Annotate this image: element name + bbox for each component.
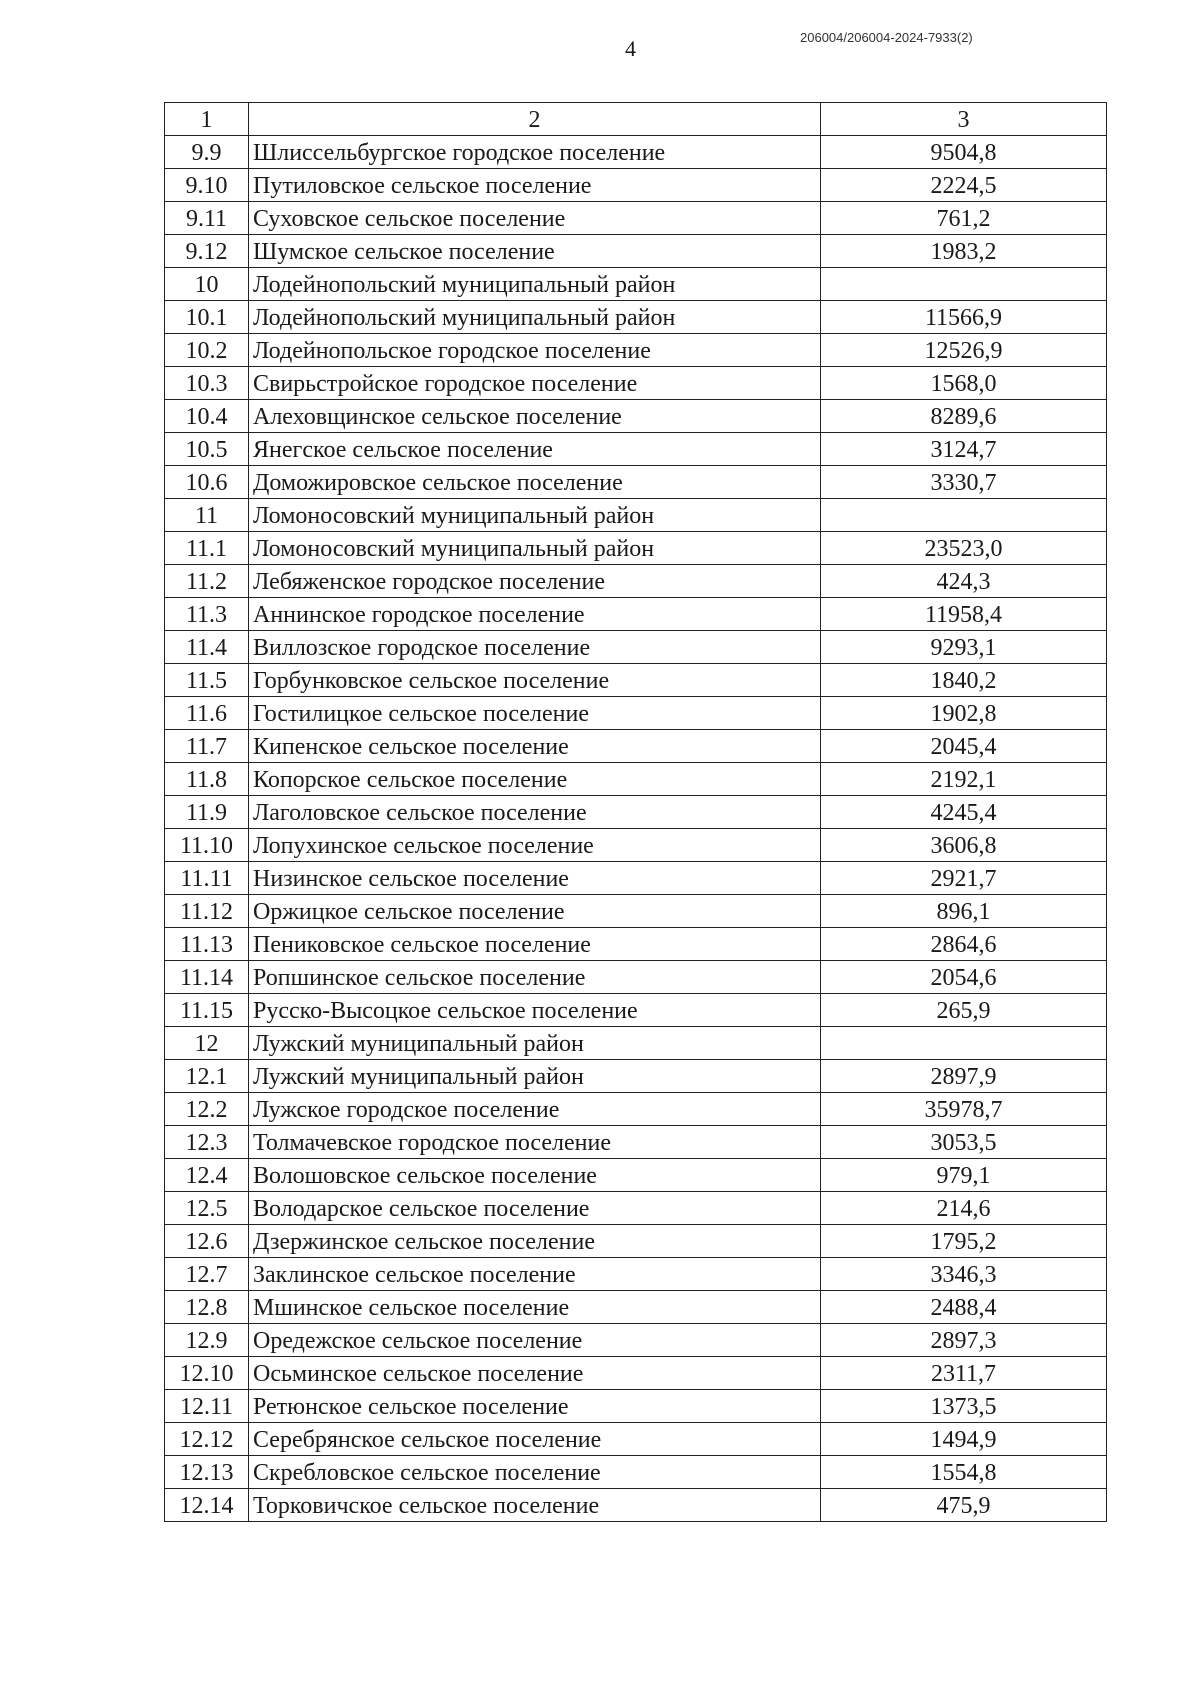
table-row [165, 532, 1107, 565]
row-value: 1568,0 [821, 367, 1107, 400]
row-value: 1795,2 [821, 1225, 1107, 1258]
row-number: 11.2 [165, 565, 249, 598]
row-number: 11.4 [165, 631, 249, 664]
row-number: 12.6 [165, 1225, 249, 1258]
table-row [165, 565, 1107, 598]
row-value: 2045,4 [821, 730, 1107, 763]
row-value: 424,3 [821, 565, 1107, 598]
row-number: 11.11 [165, 862, 249, 895]
row-name: Ропшинское сельское поселение [249, 961, 821, 994]
row-number: 10.1 [165, 301, 249, 334]
row-number: 11 [165, 499, 249, 532]
row-number: 12.14 [165, 1489, 249, 1522]
table-row [165, 763, 1107, 796]
row-value: 1554,8 [821, 1456, 1107, 1489]
row-number: 12.8 [165, 1291, 249, 1324]
row-number: 12.9 [165, 1324, 249, 1357]
table-row [165, 1027, 1107, 1060]
row-value: 214,6 [821, 1192, 1107, 1225]
row-name: Виллозское городское поселение [249, 631, 821, 664]
table-row [165, 1489, 1107, 1522]
table-row [165, 730, 1107, 763]
row-name: Лаголовское сельское поселение [249, 796, 821, 829]
row-value: 2311,7 [821, 1357, 1107, 1390]
row-number: 10.2 [165, 334, 249, 367]
row-number: 10.5 [165, 433, 249, 466]
row-number: 11.10 [165, 829, 249, 862]
row-value: 265,9 [821, 994, 1107, 1027]
table-row [165, 1159, 1107, 1192]
row-number: 10 [165, 268, 249, 301]
row-value: 1494,9 [821, 1423, 1107, 1456]
table-row [165, 334, 1107, 367]
table-row [165, 1456, 1107, 1489]
row-number: 9.12 [165, 235, 249, 268]
row-value: 3124,7 [821, 433, 1107, 466]
row-name: Волошовское сельское поселение [249, 1159, 821, 1192]
row-number: 12.2 [165, 1093, 249, 1126]
row-number: 12.3 [165, 1126, 249, 1159]
data-table [164, 102, 1107, 1522]
table-row [165, 1258, 1107, 1291]
table-row [165, 928, 1107, 961]
row-value: 2224,5 [821, 169, 1107, 202]
document-id: 206004/206004-2024-7933(2) [800, 30, 973, 45]
table-row [165, 796, 1107, 829]
row-name: Мшинское сельское поселение [249, 1291, 821, 1324]
row-value: 1902,8 [821, 697, 1107, 730]
table-row [165, 1225, 1107, 1258]
row-number: 11.13 [165, 928, 249, 961]
row-value: 2897,3 [821, 1324, 1107, 1357]
row-number: 10.3 [165, 367, 249, 400]
row-value [821, 1027, 1107, 1060]
row-name: Дзержинское сельское поселение [249, 1225, 821, 1258]
row-name: Лебяженское городское поселение [249, 565, 821, 598]
row-name: Лодейнопольский муниципальный район [249, 268, 821, 301]
row-name: Скребловское сельское поселение [249, 1456, 821, 1489]
row-name: Пениковское сельское поселение [249, 928, 821, 961]
row-value: 2864,6 [821, 928, 1107, 961]
table-row [165, 136, 1107, 169]
row-name: Заклинское сельское поселение [249, 1258, 821, 1291]
row-name: Русско-Высоцкое сельское поселение [249, 994, 821, 1027]
table-row [165, 169, 1107, 202]
header-cell-2: 2 [249, 103, 821, 136]
table-row [165, 268, 1107, 301]
row-name: Путиловское сельское поселение [249, 169, 821, 202]
row-name: Копорское сельское поселение [249, 763, 821, 796]
table-row [165, 598, 1107, 631]
row-number: 10.4 [165, 400, 249, 433]
row-value: 979,1 [821, 1159, 1107, 1192]
row-number: 12 [165, 1027, 249, 1060]
row-name: Лужский муниципальный район [249, 1027, 821, 1060]
table-row [165, 1192, 1107, 1225]
row-value: 8289,6 [821, 400, 1107, 433]
row-number: 11.8 [165, 763, 249, 796]
table-row [165, 862, 1107, 895]
table-row [165, 400, 1107, 433]
row-value: 4245,4 [821, 796, 1107, 829]
table-row [165, 1060, 1107, 1093]
row-name: Лужское городское поселение [249, 1093, 821, 1126]
table-row [165, 697, 1107, 730]
row-value [821, 499, 1107, 532]
row-number: 12.10 [165, 1357, 249, 1390]
row-value: 3330,7 [821, 466, 1107, 499]
table-row [165, 1126, 1107, 1159]
table-row [165, 1324, 1107, 1357]
row-name: Алеховщинское сельское поселение [249, 400, 821, 433]
row-value: 11958,4 [821, 598, 1107, 631]
row-value: 1983,2 [821, 235, 1107, 268]
row-name: Шлиссельбургское городское поселение [249, 136, 821, 169]
table-row [165, 1093, 1107, 1126]
row-number: 12.13 [165, 1456, 249, 1489]
row-value: 2488,4 [821, 1291, 1107, 1324]
table-row [165, 202, 1107, 235]
row-number: 9.10 [165, 169, 249, 202]
row-value: 2921,7 [821, 862, 1107, 895]
table-row [165, 433, 1107, 466]
row-name: Горбунковское сельское поселение [249, 664, 821, 697]
row-value [821, 268, 1107, 301]
row-number: 10.6 [165, 466, 249, 499]
row-number: 12.4 [165, 1159, 249, 1192]
row-name: Ломоносовский муниципальный район [249, 532, 821, 565]
row-name: Гостилицкое сельское поселение [249, 697, 821, 730]
row-value: 1373,5 [821, 1390, 1107, 1423]
row-number: 11.7 [165, 730, 249, 763]
row-value: 896,1 [821, 895, 1107, 928]
table-row [165, 895, 1107, 928]
row-number: 11.14 [165, 961, 249, 994]
row-value: 2897,9 [821, 1060, 1107, 1093]
table-row [165, 1357, 1107, 1390]
row-value: 2192,1 [821, 763, 1107, 796]
row-value: 9504,8 [821, 136, 1107, 169]
row-name: Ретюнское сельское поселение [249, 1390, 821, 1423]
row-name: Кипенское сельское поселение [249, 730, 821, 763]
row-number: 11.9 [165, 796, 249, 829]
table-row [165, 1291, 1107, 1324]
row-number: 9.9 [165, 136, 249, 169]
page-number: 4 [625, 36, 636, 61]
row-name: Янегское сельское поселение [249, 433, 821, 466]
row-number: 11.12 [165, 895, 249, 928]
table-row [165, 664, 1107, 697]
row-value: 475,9 [821, 1489, 1107, 1522]
row-name: Оредежское сельское поселение [249, 1324, 821, 1357]
row-name: Осьминское сельское поселение [249, 1357, 821, 1390]
row-value: 1840,2 [821, 664, 1107, 697]
table-row [165, 301, 1107, 334]
table-header-row [165, 103, 1107, 136]
header-cell-3: 3 [821, 103, 1107, 136]
table-row [165, 235, 1107, 268]
row-number: 11.15 [165, 994, 249, 1027]
row-value: 3053,5 [821, 1126, 1107, 1159]
row-number: 11.6 [165, 697, 249, 730]
row-name: Торковичское сельское поселение [249, 1489, 821, 1522]
row-name: Доможировское сельское поселение [249, 466, 821, 499]
row-name: Лужский муниципальный район [249, 1060, 821, 1093]
row-name: Серебрянское сельское поселение [249, 1423, 821, 1456]
row-name: Аннинское городское поселение [249, 598, 821, 631]
row-name: Ломоносовский муниципальный район [249, 499, 821, 532]
row-value: 12526,9 [821, 334, 1107, 367]
row-name: Суховское сельское поселение [249, 202, 821, 235]
row-name: Низинское сельское поселение [249, 862, 821, 895]
table-row [165, 631, 1107, 664]
row-number: 12.12 [165, 1423, 249, 1456]
row-name: Лопухинское сельское поселение [249, 829, 821, 862]
row-name: Лодейнопольское городское поселение [249, 334, 821, 367]
row-number: 11.1 [165, 532, 249, 565]
row-value: 23523,0 [821, 532, 1107, 565]
row-name: Оржицкое сельское поселение [249, 895, 821, 928]
table-row [165, 829, 1107, 862]
row-number: 12.7 [165, 1258, 249, 1291]
header-cell-1: 1 [165, 103, 249, 136]
row-number: 12.1 [165, 1060, 249, 1093]
row-name: Лодейнопольский муниципальный район [249, 301, 821, 334]
row-name: Толмачевское городское поселение [249, 1126, 821, 1159]
table-row [165, 961, 1107, 994]
row-value: 3346,3 [821, 1258, 1107, 1291]
row-number: 11.3 [165, 598, 249, 631]
row-name: Володарское сельское поселение [249, 1192, 821, 1225]
table-row [165, 994, 1107, 1027]
row-value: 9293,1 [821, 631, 1107, 664]
table-row [165, 1423, 1107, 1456]
row-number: 12.5 [165, 1192, 249, 1225]
row-value: 11566,9 [821, 301, 1107, 334]
row-value: 3606,8 [821, 829, 1107, 862]
row-name: Шумское сельское поселение [249, 235, 821, 268]
row-value: 2054,6 [821, 961, 1107, 994]
row-name: Свирьстройское городское поселение [249, 367, 821, 400]
table-row [165, 499, 1107, 532]
table-row [165, 1390, 1107, 1423]
row-number: 9.11 [165, 202, 249, 235]
row-value: 761,2 [821, 202, 1107, 235]
table-row [165, 367, 1107, 400]
row-number: 11.5 [165, 664, 249, 697]
row-number: 12.11 [165, 1390, 249, 1423]
row-value: 35978,7 [821, 1093, 1107, 1126]
table-row [165, 466, 1107, 499]
